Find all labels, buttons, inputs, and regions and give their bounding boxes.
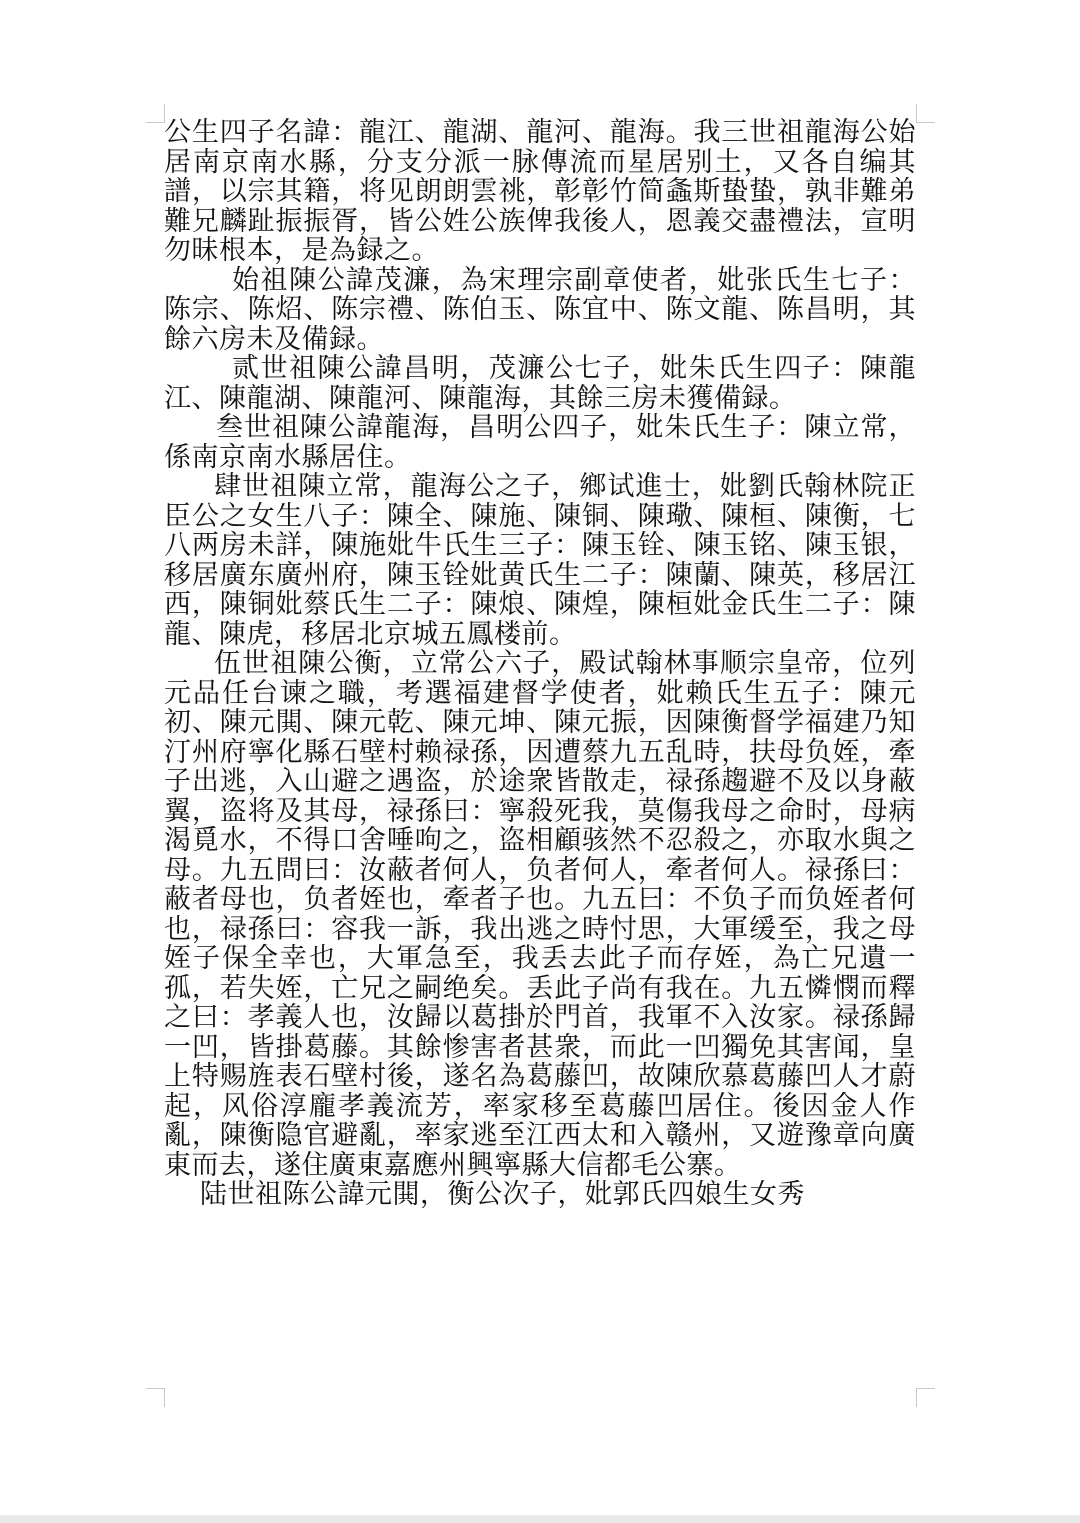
paragraph-third-generation: 叁世祖陳公諱龍海，昌明公四子，妣朱氏生子：陳立常，係南京南水縣居住。: [164, 412, 916, 473]
genealogy-text: [164, 118, 916, 1210]
crop-mark-top-right: [916, 104, 935, 123]
crop-mark-top-left: [146, 104, 165, 123]
paragraph-fifth-generation: 伍世祖陳公衡，立常公六子，殿试翰林事顺宗皇帝，位列元品任台谏之職，考選福建督学使者，妣赖氏生五子：陳元初、陳元閧、陳元乾、陳元坤、陳元振，因陳衡督学福建乃知汀州府寧化縣石壁村赖禄孫，因遭蔡九五乱時，扶母负姪，牽子出逃，入山避之遇盗，於途衆皆散走，禄孫趨避不及以身蔽翼，盗将及其母，禄孫曰：寧殺死我，莫傷我母之命时，母病渴覓水，不得口舍唾呴之，盗相顧骇然不忍殺之，亦取水與之母。九五問曰：汝蔽者何人，负者何人，牽者何人。禄孫曰：蔽者母也，负者姪也，牽者子也。九五曰：不负子而负姪者何也，禄孫曰：容我一訴，我出逃之時忖思，大軍缓至，我之母姪子保全幸也，大軍急至，我丢去此子而存姪，為亡兄遺一孤，若失姪，亡兄之嗣绝矣。丢此子尚有我在。九五憐憫而釋之曰：孝義人也，汝歸以葛掛於門首，我軍不入汝家。禄孫歸一凹，皆掛葛藤。其餘惨害者甚衆，而此一凹獨免其害闻，皇上特赐旌表石壁村後，遂名為葛藤凹，故陳欣慕葛藤凹人才蔚起，风俗淳龐孝義流芳，率家移至葛藤凹居住。後因金人作亂，陳衡隐官避亂，率家逃至江西太和入赣州，又遊豫章向廣東而去，遂住廣東嘉應州興寧縣大信都毛公寨。: [164, 648, 916, 1181]
crop-mark-bottom-left: [146, 1388, 165, 1407]
paragraph-second-generation: 贰世祖陳公諱昌明，茂濂公七子，妣朱氏生四子：陳龍江、陳龍湖、陳龍河、陳龍海，其餘三房未獲備録。: [164, 353, 916, 414]
crop-mark-bottom-right: [916, 1388, 935, 1407]
paragraph-first-ancestor: 始祖陳公諱茂濂，為宋理宗副章使者，妣张氏生七子：陈宗、陈炤、陈宗禮、陈伯玉、陈宜中、陈文龍、陈昌明，其餘六房未及備録。: [164, 264, 916, 355]
viewer-bottom-edge: [0, 1515, 1080, 1523]
paragraph-fourth-generation: 肆世祖陳立常，龍海公之子，鄉试進士，妣劉氏翰林院正臣公之女生八子：陳全、陳施、陳铜、陳璥、陳桓、陳衡，七八两房未詳，陳施妣牛氏生三子：陳玉铨、陳玉铭、陳玉银，移居廣东廣州府，陳玉铨妣黄氏生二子：陳蘭、陳英，移居江西，陳铜妣蔡氏生二子：陳烺、陳煌，陳桓妣金氏生二子：陳龍、陳虎，移居北京城五鳳楼前。: [164, 471, 916, 650]
paragraph-intro: 公生四子名諱：龍江、龍湖、龍河、龍海。我三世祖龍海公始居南京南水縣，分支分派一脉傳流而星居别土，又各自编其譜，以宗其籍，将见朗朗雲祧，彰彰竹简螽斯蛰蛰，孰非難弟難兄麟趾振振胥，皆公姓公族俾我後人，恩義交盡禮法，宣明勿昧根本，是為録之。: [164, 117, 916, 266]
paragraph-sixth-generation: 陆世祖陈公諱元閧，衡公次子，妣郭氏四娘生女秀: [200, 1179, 805, 1210]
